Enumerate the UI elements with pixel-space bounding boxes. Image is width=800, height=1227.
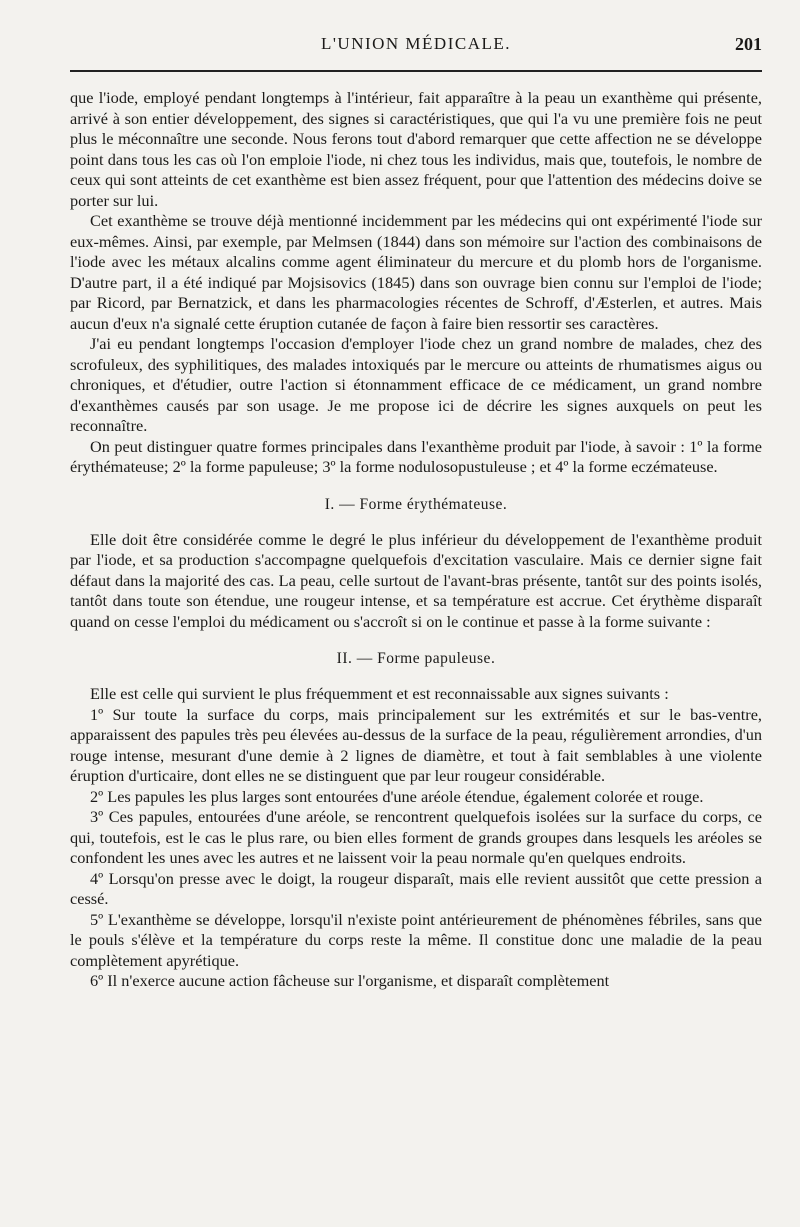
- list-item: 4º Lorsqu'on presse avec le doigt, la rougeur disparaît, mais elle revient aussitôt que cette pression a cessé.: [70, 868, 762, 908]
- list-item: 2º Les papules les plus larges sont entourées d'une aréole étendue, également colorée et rouge.: [90, 786, 704, 806]
- list-item: 5º L'exanthème se développe, lorsqu'il n'existe point antérieurement de phénomènes fébriles, sans que le pouls s'élève et la température du corps reste la même. Il constitue donc une maladie de la peau complètement apyrétique.: [70, 909, 762, 970]
- page-number: 201: [735, 34, 762, 54]
- paragraph: Cet exanthème se trouve déjà mentionné incidemment par les médecins qui ont expérimenté l'iode sur eux-mêmes. Ainsi, par exemple, par Melmsen (1844) dans son mémoire sur l'action des combinaisons de l'iode avec les métaux alcalins comme agent éliminateur du mercure et du plomb hors de l'organisme. D'autre part, il a été indiqué par Mojsisovics (1845) dans son ouvrage bien connu sur l'emploi de l'iode; par Ricord, par Bernatzick, et dans les pharmacologies récentes de Schroff, d'Æsterlen, et autres. Mais aucun d'eux n'a signalé cette éruption cutanée de façon à faire bien ressortir ses caractères.: [70, 211, 762, 333]
- article-body: [70, 88, 762, 992]
- list-item: 6º Il n'exerce aucune action fâcheuse sur l'organisme, et disparaît complètement: [90, 971, 610, 990]
- section-heading-papuleuse: II. — Forme papuleuse.: [336, 650, 496, 667]
- list-item: 3º Ces papules, entourées d'une aréole, se rencontrent quelquefois isolées sur la surface du corps, ce qui, toutefois, est le cas le plus rare, ou bien elles forment de grands groupes dans lesquels les aréoles se confondent les unes avec les autres et ne laissent voir la peau normale qu'en quelques endroits.: [70, 807, 762, 867]
- header-rule: [70, 70, 762, 72]
- paragraph: Elle doit être considérée comme le degré le plus inférieur du développement de l'exanthème produit par l'iode, et sa production s'accompagne quelquefois d'excitation vasculaire. Mais ce dernier signe fait défaut dans la majorité des cas. La peau, celle surtout de l'avant-bras présente, tantôt sur des points isolés, tantôt dans toute son étendue, une rougeur intense, et sa température est accrue. Cet érythème disparaît quand on cesse l'emploi du médicament ou s'accroît si on le continue et passe à la forme suivante :: [70, 529, 762, 631]
- paragraph: que l'iode, employé pendant longtemps à l'intérieur, fait apparaître à la peau un exanthème qui présente, arrivé à son entier développement, des signes si caractéristiques, que qui l'a vu une première fois ne peut plus le méconnaître une seconde. Nous ferons tout d'abord remarquer que cette affection ne se développe point dans tous les cas où l'on emploie l'iode, ni chez tous les individus, mais que, toutefois, le nombre de ceux qui sont atteints de cet exanthème est bien assez fréquent, pour que l'attention des médecins doive se porter sur lui.: [70, 88, 762, 210]
- paragraph: J'ai eu pendant longtemps l'occasion d'employer l'iode chez un grand nombre de malades, chez des scrofuleux, des syphilitiques, des malades intoxiqués par le mercure ou atteints de rhumatismes aigus ou chroniques, et d'étudier, outre l'action si étonnamment efficace de ce médicament, un grand nombre d'exanthèmes causés par son usage. Je me propose ici de décrire les signes auxquels on peut les reconnaître.: [70, 334, 762, 435]
- paragraph: On peut distinguer quatre formes principales dans l'exanthème produit par l'iode, à savoir : 1º la forme érythémateuse; 2º la forme papuleuse; 3º la forme nodulosopustuleuse ; et 4º la forme eczémateuse.: [70, 436, 762, 476]
- section-heading-erythemateuse: I. — Forme érythémateuse.: [324, 495, 508, 513]
- journal-title: L'UNION MÉDICALE.: [320, 34, 512, 53]
- running-header: [70, 30, 762, 64]
- paragraph: Elle est celle qui survient le plus fréquemment et est reconnaissable aux signes suivants :: [90, 684, 669, 703]
- list-item: 1º Sur toute la surface du corps, mais principalement sur les extrémités et sur le bas-ventre, apparaissent des papules très peu élevées au-dessus de la surface de la peau, régulièrement arrondies, d'un rouge intense, mesurant d'une demie à 2 lignes de diamètre, et tout à fait semblables à une violente éruption d'urticaire, dont elles ne se distinguent que par leur rougeur considérable.: [70, 704, 762, 785]
